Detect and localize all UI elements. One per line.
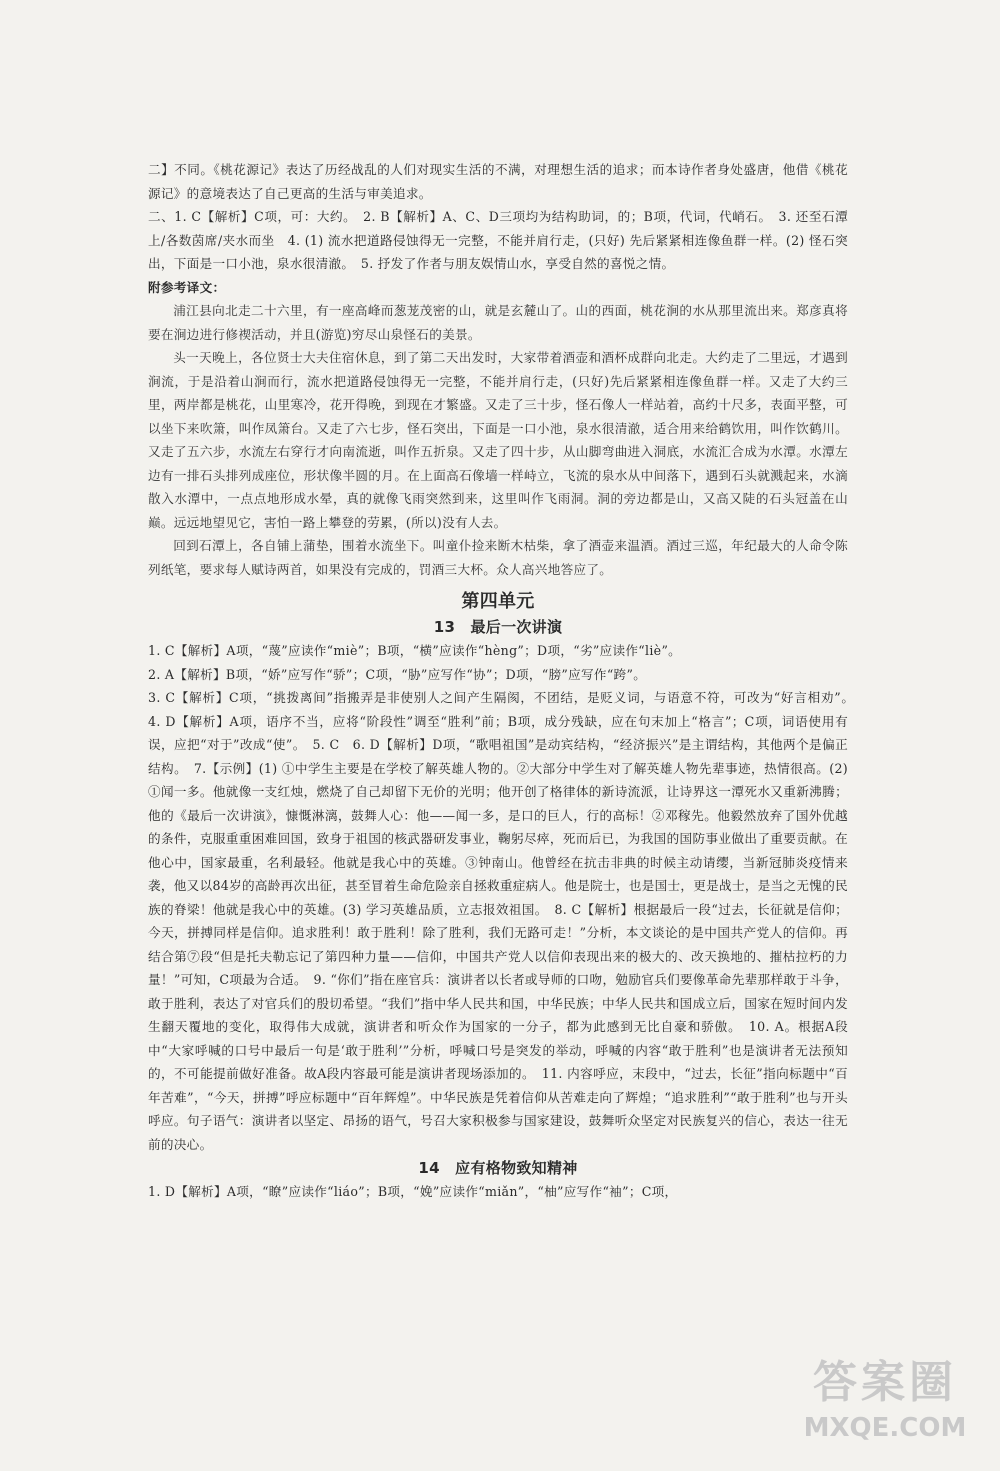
lesson-13-line: 3. C【解析】C项，“挑拨离间”指搬弄是非使别人之间产生隔阂，不团结，是贬义词，与语意不符，可改为“好言相劝”。 4. D【解析】A项，语序不当，应将“阶段性”调至“胜利”前；B项，成分残缺，应在句末加上“格言”；C项，词语使用有误，应把“对于”改成“使”。 5. C 6. D【解析】D项，“歌唱祖国”是动宾结构，“经济振兴”是主谓结构，其他两个是偏正结构。 7.【示例】(1) ①中学生主要是在学校了解英雄人物的。②大部分中学生对了解英雄人物先辈事迹，热情很高。(2) ①闻一多。他就像一支红烛，燃烧了自己却留下无价的光明；他开创了格律体的新诗流派，让诗界这一潭死水又重新沸腾；他的《最后一次讲演》，慷慨淋漓，鼓舞人心：他——闻一多，是口的巨人，行的高标！②邓稼先。他毅然放弃了国外优越的条件，克服重重困难回国，致身于祖国的核武器研发事业，鞠躬尽瘁，死而后已，为我国的国防事业做出了重要贡献。在他心中，国家最重，名利最轻。他就是我心中的英雄。③钟南山。他曾经在抗击非典的时候主动请缨，当新冠肺炎疫情来袭，他又以84岁的高龄再次出征，甚至冒着生命危险亲自拯救重症病人。他是院士，也是国士，更是战士，是当之无愧的民族的脊梁！他就是我心中的英雄。(3) 学习英雄品质，立志报效祖国。 8. C【解析】根据最后一段“过去，长征就是信仰；今天，拼搏同样是信仰。追求胜利！敢于胜利！除了胜利，我们无路可走！”分析，本文谈论的是中国共产党人的信仰。再结合第⑦段“但是托夫勒忘记了第四种力量——信仰，中国共产党人以信仰表现出来的极大的、改天换地的、摧枯拉朽的力量！”可知，C项最为合适。 9. “你们”指在座官兵：演讲者以长者或导师的口吻，勉励官兵们要像革命先辈那样敢于斗争，敢于胜利，表达了对官兵们的殷切希望。“我们”指中华人民共和国，中华民族；中华人民共和国成立后，国家在短时间内发生翻天覆地的变化，取得伟大成就，演讲者和听众作为国家的一分子，都为此感到无比自豪和骄傲。 10. A。根据A段中“大家呼喊的口号中最后一句是‘敢于胜利’”分析，呼喊口号是突发的举动，呼喊的内容“敢于胜利”也是演讲者无法预知的，不可能提前做好准备。故A段内容最可能是演讲者现场添加的。 11. 内容呼应，末段中，“过去，长征”指向标题中“百年苦难”，“今天，拼搏”呼应标题中“百年辉煌”。中华民族是凭着信仰从苦难走向了辉煌；“追求胜利”“敢于胜利”也与开头呼应。句子语气：演讲者以坚定、昂扬的语气，号召大家积极参与国家建设，鼓舞听众坚定对民族复兴的信心，表达一往无前的决心。 <box>148 690 861 1152</box>
answer-page <box>148 158 861 1204</box>
lesson-13-line: 1. C【解析】A项，“蔑”应读作“miè”；B项，“横”应读作“hèng”；D项，“劣”应读作“liè”。 <box>148 643 682 658</box>
translation-paragraph: 浦江县向北走二十六里，有一座高峰而葱茏茂密的山，就是玄麓山了。山的西面，桃花涧的水从那里流出来。郑彦真将要在涧边进行修禊活动，并且(游览)穷尽山泉怪石的美景。 <box>148 303 848 342</box>
lesson-14-line: 1. D【解析】A项，“瞭”应读作“liáo”；B项，“娩”应读作“miǎn”，“柚”应写作“袖”；C项， <box>148 1184 678 1199</box>
lesson-13-title: 13 最后一次讲演 <box>433 618 563 636</box>
lesson-13-line: 2. A【解析】B项，“娇”应写作“骄”；C项，“胁”应写作“协”；D项，“膀”应写作“跨”。 <box>148 666 647 682</box>
watermark-url: MXQE.COM <box>803 1413 967 1443</box>
watermark-logo <box>780 1353 990 1463</box>
translation-label: 附参考译文： <box>148 279 226 295</box>
watermark-logo-text: 答案圈 <box>813 1357 957 1408</box>
translation-block <box>148 299 848 581</box>
translation-paragraph: 头一天晚上，各位贤士大夫住宿休息，到了第二天出发时，大家带着酒壶和酒杯成群向北走。大约走了二里远，才遇到涧流，于是沿着山涧而行，流水把道路侵蚀得无一完整，不能并肩行走，(只好)先后紧紧相连像鱼群一样。又走了大约三里，两岸都是桃花，山里寒冷，花开得晚，到现在才繁盛。又走了三十步，怪石像人一样站着，高约十尺多，表面平整，可以坐下来吹箫，叫作凤箫台。又走了六七步，怪石突出，下面是一口小池，泉水很清澈，适合用来给鹤饮用，叫作饮鹤川。又走了五六步，水流左右穿行才向南流逝，叫作五折泉。又走了四十步，从山脚弯曲进入洞底，水流汇合成为水潭。水潭左边有一排石头排列成座位，形状像半圆的月。在上面高石像墙一样峙立，飞流的泉水从中间落下，遇到石头就溅起来，水滴散入水潭中，一点点地形成水晕，真的就像飞雨突然到来，这里叫作飞雨洞。洞的旁边都是山，又高又陡的石头冠盖在山巅。远远地望见它，害怕一路上攀登的劳累，(所以)没有人去。 <box>148 350 848 530</box>
unit-title: 第四单元 <box>461 591 535 612</box>
lesson-14-title: 14 应有格物致知精神 <box>418 1159 578 1177</box>
intro-paragraph: 二】不同。《桃花源记》表达了历经战乱的人们对现实生活的不满，对理想生活的追求；而本诗作者身处盛唐，他借《桃花源记》的意境表达了自己更高的生活与审美追求。 <box>148 162 848 201</box>
section2-paragraph: 二、1. C【解析】C项，可：大约。 2. B【解析】A、C、D三项均为结构助词，的；B项，代词，代峭石。 3. 还至石潭上/各数茵席/夹水而坐 4. (1) 流水把道路侵蚀得无一完整，不能并肩行走，(只好) 先后紧紧相连像鱼群一样。(2) 怪石突出，下面是一口小池，泉水很清澈。 5. 抒发了作者与朋友娱情山水，享受自然的喜悦之情。 <box>148 209 848 271</box>
translation-paragraph: 回到石潭上，各自铺上蒲垫，围着水流坐下。叫童仆捡来断木枯柴，拿了酒壶来温酒。酒过三巡，年纪最大的人命令陈列纸笔，要求每人赋诗两首，如果没有完成的，罚酒三大杯。众人高兴地答应了。 <box>148 538 848 577</box>
